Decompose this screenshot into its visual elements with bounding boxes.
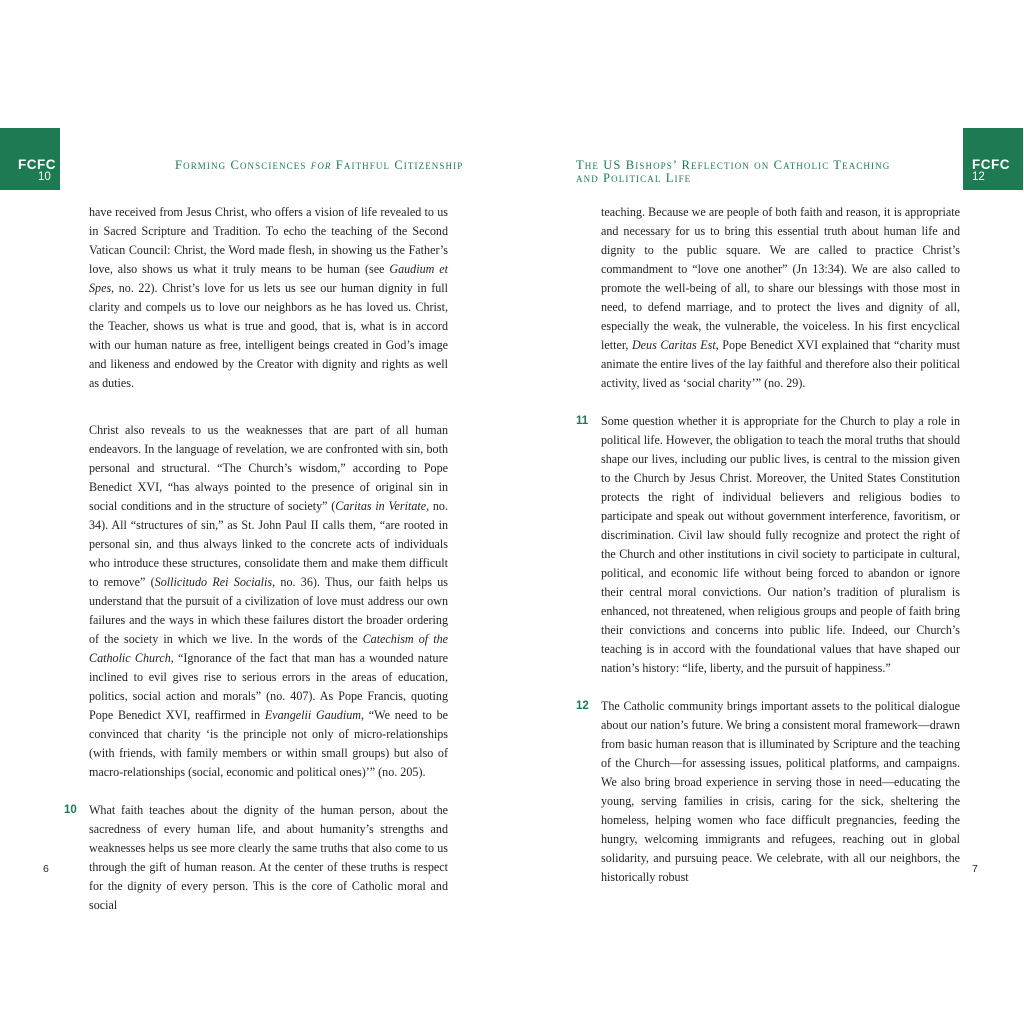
running-head-text: Forming Consciences [175,158,311,172]
running-head-line: and Political Life [576,171,692,185]
right-page-body [576,203,960,887]
tab-code: FCFC [972,157,1010,172]
left-page-tab [0,128,60,190]
tab-page-number: 12 [972,171,985,183]
running-head-italic: for [310,158,332,172]
paragraph-12 [576,697,960,887]
left-running-head [175,159,463,172]
paragraph [89,421,448,782]
citation: Evangelii Gaudium [264,708,361,722]
running-head-line: The US Bishops’ Reflection on Catholic Teaching [576,158,891,172]
paragraph-11 [576,412,960,678]
text-run: have received from Jesus Christ, who offers a vision of life revealed to us in Sacred Scripture and Tradition. To echo the teaching of the Second Vatican Council: Christ, the Word made flesh, in showing us the Father’s love, also shows us what it truly means to be human (see [89,205,448,276]
paragraph [89,203,448,393]
text-run: , no. 22). Christ’s love for us lets us see our human dignity in full clarity and compels us to love our neighbors as he has loved us. Christ, the Teacher, shows us what is true and good, that is, what is in accord with our human nature as free, intelligent beings created in God’s image and likeness and endowed by the Creator with dignity and rights as well as duties. [89,281,448,390]
running-head-text: Faithful Citizenship [331,158,464,172]
text-run: , “We need to be convinced that charity ‘is the principle not only of micro-relationships (with friends, with family members or within small groups) but also of macro-relationships (social, economic and political ones)’” (no. 205). [89,708,448,779]
left-page-body [64,203,448,915]
text-run: teaching. Because we are people of both faith and reason, it is appropriate and necessary for us to bring this essential truth about human life and dignity to the public square. We are called to practice Christ’s commandment to “love one another” (Jn 13:34). We are also called to promote the well-being of all, to share our blessings with those most in need, to defend marriage, and to protect the lives and dignity of all, especially the weak, the vulnerable, the voiceless. In his first encyclical letter, [601,205,960,352]
paragraph [601,203,960,393]
paragraph-10 [64,801,448,915]
tab-code: FCFC [18,157,56,172]
text-run: , Pope Benedict XVI explained that “charity must animate the entire lives of the lay faithful and therefore also their political activity, lived as ‘social charity’” (no. 29). [601,338,960,390]
citation: Gaudium et Spes [89,262,448,295]
citation: Caritas in Veritate [335,499,427,513]
citation: Deus Caritas Est [631,338,716,352]
text-run: Christ also reveals to us the weaknesses that are part of all human endeavors. In the language of revelation, we are confronted with sin, both personal and structural. “The Church’s wisdom,” according to Pope Benedict XVI, “has always pointed to the presence of original sin in social conditions and in the structure of society” ( [89,423,448,513]
right-page-tab [963,128,1023,190]
paragraph-number: 11 [576,415,589,427]
text-run: , “Ignorance of the fact that man has a wounded nature inclined to evil gives rise to serious errors in the areas of education, politics, social action and morals” (no. 407). As Pope Francis, quoting Pope Benedict XVI, reaffirmed in [89,651,448,722]
paragraph-number: 12 [576,700,589,712]
tab-page-number: 10 [38,171,51,183]
text-run: Some question whether it is appropriate for the Church to play a role in political life. However, the obligation to teach the moral truths that should shape our lives, including our public lives, is central to the mission given to the Church by Jesus Christ. Moreover, the United States Constitution protects the right of individual believers and religious bodies to participate and speak out without government interference, favoritism, or discrimination. Civil law should fully recognize and protect the right of the Church and other institutions in civil society to participate in cultural, political, and economic life without being forced to abandon or ignore their central moral convictions. Our nation’s tradition of pluralism is enhanced, not threatened, when religious groups and people of faith bring their convictions and concerns into public life. Indeed, our Church’s teaching is in accord with the foundational values that have shaped our nation’s history: “life, liberty, and the pursuit of happiness.” [601,414,960,675]
text-run: , no. 36). Thus, our faith helps us understand that the pursuit of a civilization of love must address our own failures and the ways in which these failures distort the broader ordering of the society in which we live. In the words of the [89,575,448,646]
page-number: 7 [972,863,978,875]
page-number: 6 [43,863,49,875]
citation: Catechism of the Catholic Church [89,632,448,665]
text-run: , no. 34). All “structures of sin,” as St. John Paul II calls them, “are rooted in personal sin, and thus always linked to the concrete acts of individuals who introduce these structures, consolidate them and make them difficult to remove” ( [89,499,448,589]
text-run: The Catholic community brings important assets to the political dialogue about our nation’s future. We bring a consistent moral framework—drawn from basic human reason that is illuminated by Scripture and the teaching of the Church—for assessing issues, political platforms, and campaigns. We also bring broad experience in serving those in need—educating the young, serving families in crisis, caring for the sick, sheltering the homeless, helping women who face difficult pregnancies, feeding the hungry, welcoming immigrants and refugees, reaching out in global solidarity, and pursuing peace. We celebrate, with all our neighbors, the historically robust [601,699,960,884]
right-running-head [576,159,890,185]
paragraph-number: 10 [64,804,77,816]
citation: Sollicitudo Rei Socialis [154,575,273,589]
text-run: What faith teaches about the dignity of the human person, about the sacredness of every human life, and about humanity’s strengths and weaknesses helps us see more clearly the same truths that also come to us through the gift of human reason. At the center of these truths is respect for the dignity of every person. This is the core of Catholic moral and social [89,803,448,912]
